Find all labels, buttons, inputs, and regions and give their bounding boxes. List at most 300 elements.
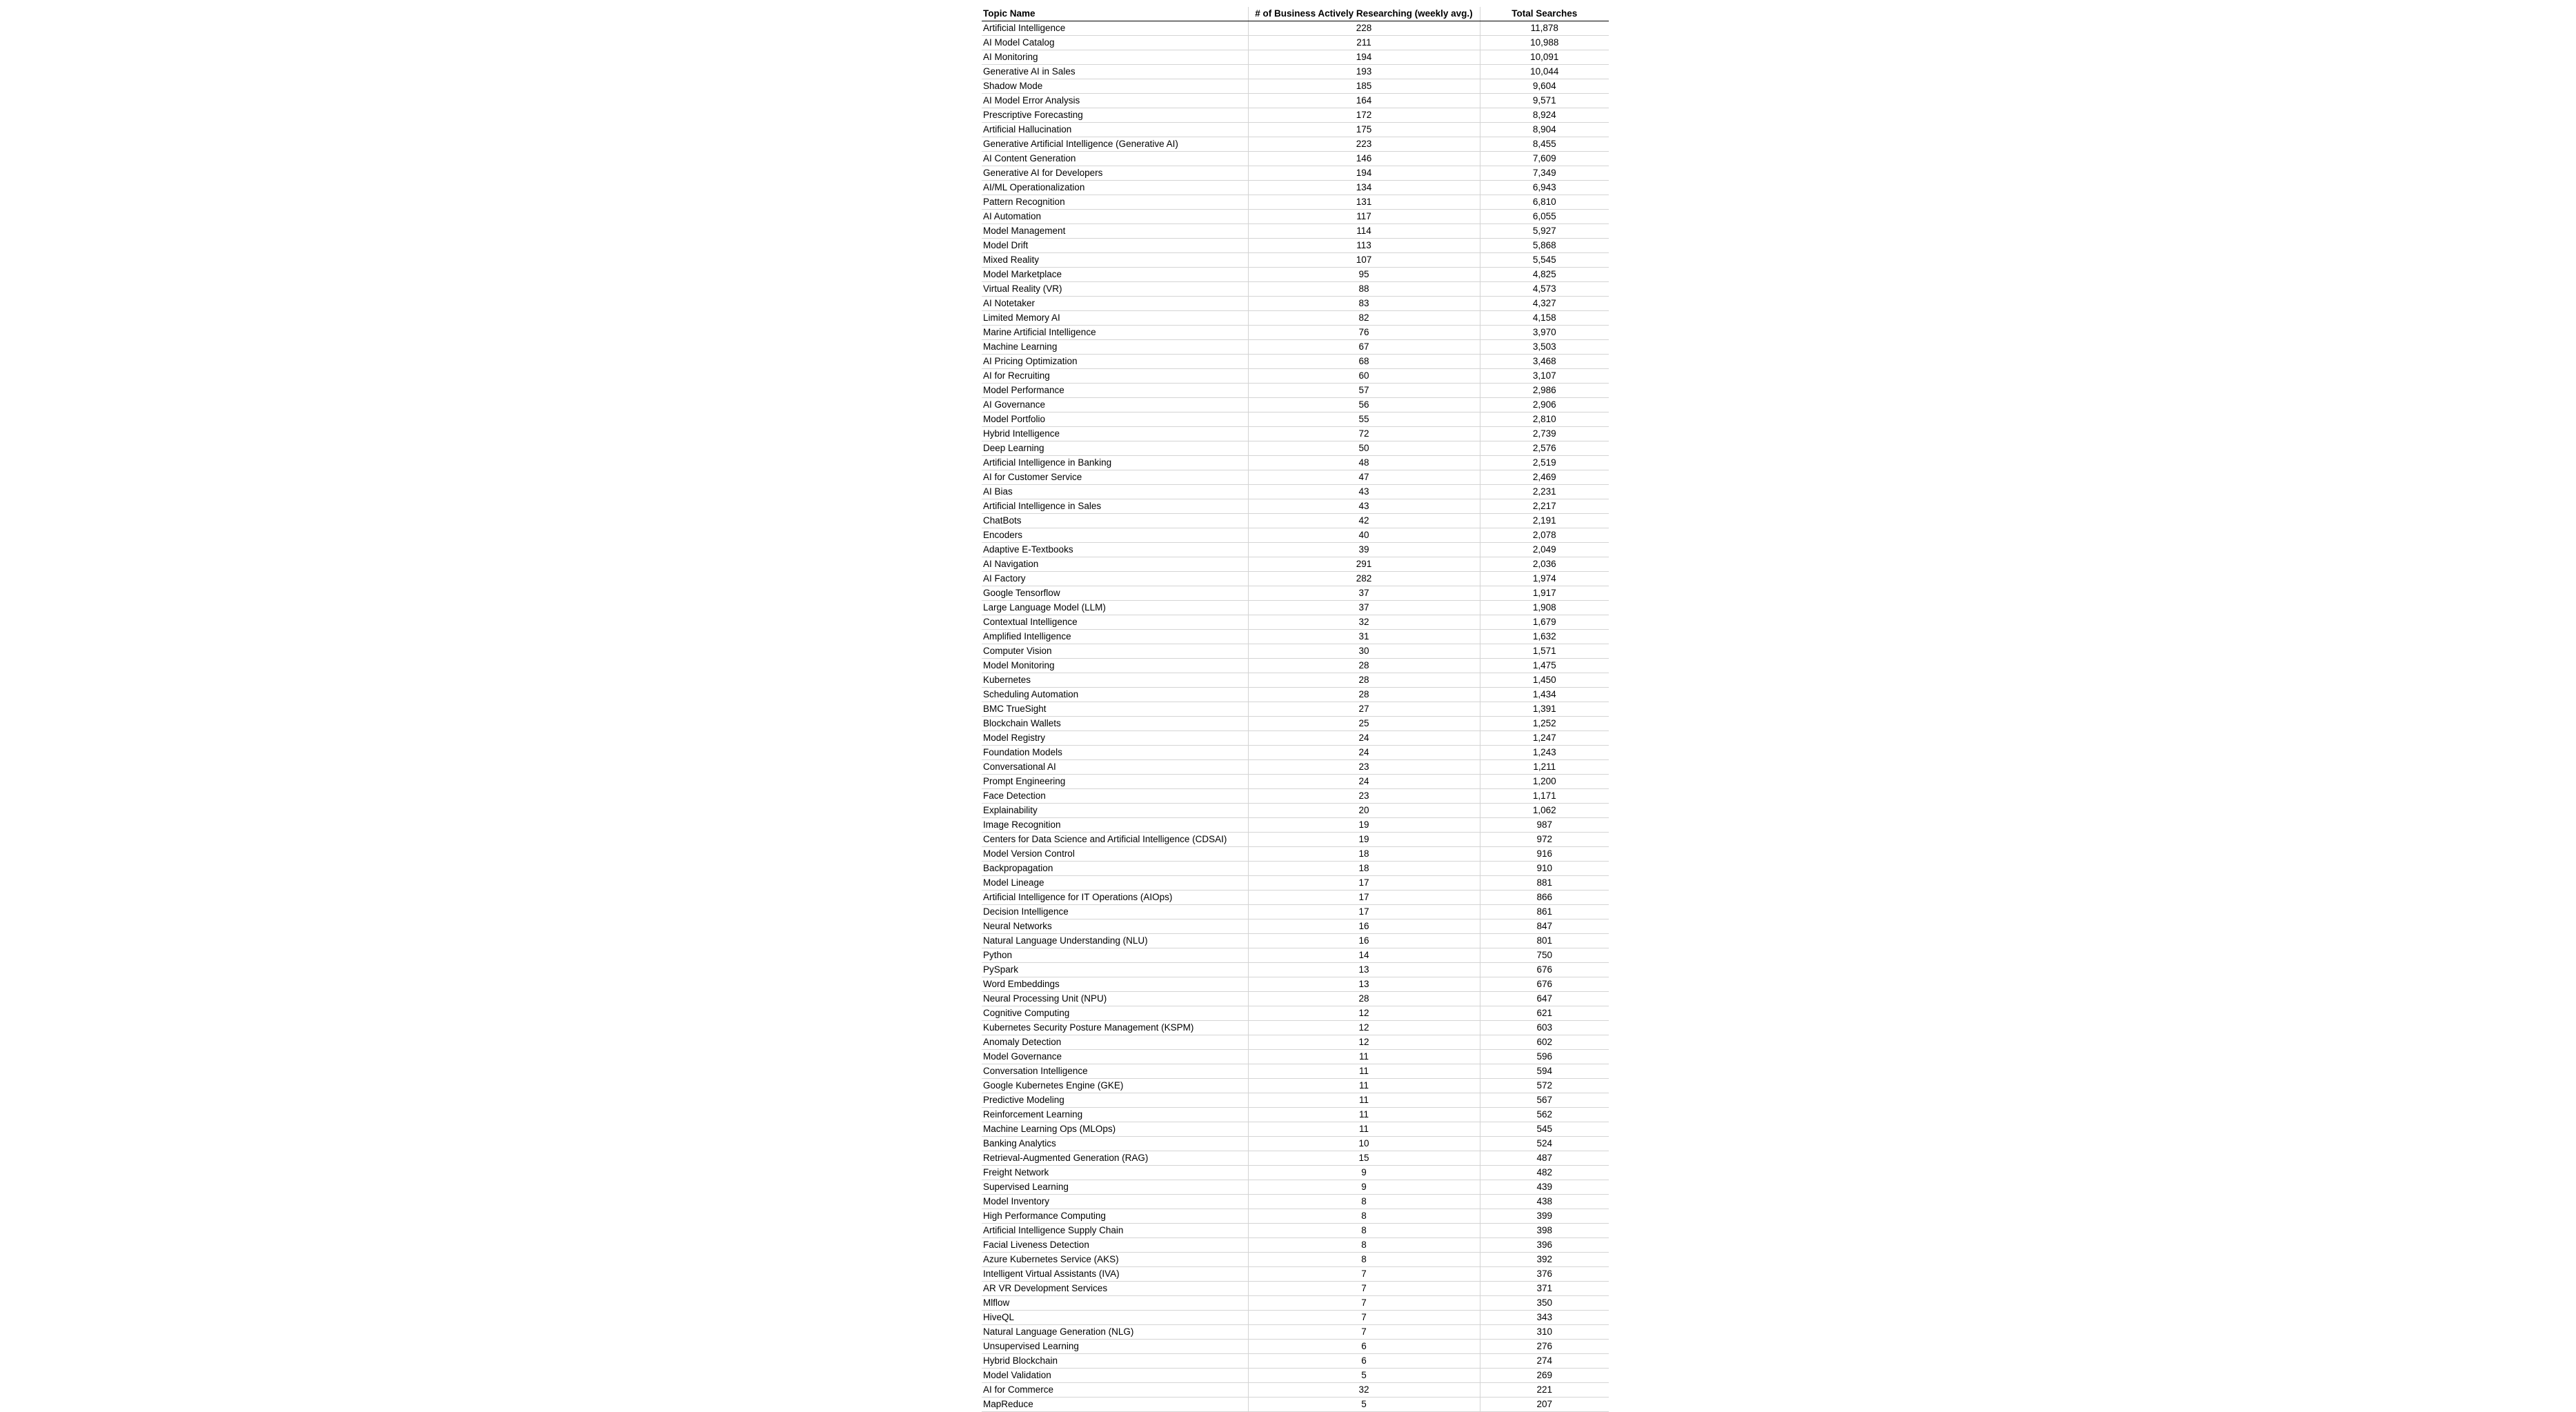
cell-topic-name[interactable]: Face Detection	[982, 789, 1248, 804]
cell-topic-name[interactable]: AI for Recruiting	[982, 369, 1248, 384]
cell-businesses-researching[interactable]: 28	[1248, 673, 1480, 688]
cell-topic-name[interactable]: AI Model Error Analysis	[982, 94, 1248, 108]
cell-businesses-researching[interactable]: 30	[1248, 644, 1480, 659]
table-row	[982, 1282, 1609, 1296]
cell-topic-name[interactable]: Encoders	[982, 528, 1248, 543]
cell-total-searches[interactable]: 602	[1480, 1035, 1609, 1050]
cell-total-searches[interactable]: 621	[1480, 1006, 1609, 1021]
cell-total-searches[interactable]: 861	[1480, 905, 1609, 919]
cell-total-searches[interactable]: 2,739	[1480, 427, 1609, 441]
cell-businesses-researching[interactable]: 11	[1248, 1079, 1480, 1093]
cell-total-searches[interactable]: 2,036	[1480, 557, 1609, 572]
cell-topic-name[interactable]: AI for Commerce	[982, 1383, 1248, 1398]
cell-businesses-researching[interactable]: 7	[1248, 1296, 1480, 1311]
cell-total-searches[interactable]: 847	[1480, 919, 1609, 934]
cell-total-searches[interactable]: 2,986	[1480, 384, 1609, 398]
cell-topic-name[interactable]: AI Content Generation	[982, 152, 1248, 166]
cell-topic-name[interactable]: Anomaly Detection	[982, 1035, 1248, 1050]
cell-topic-name[interactable]: Image Recognition	[982, 818, 1248, 833]
cell-topic-name[interactable]: Machine Learning	[982, 340, 1248, 355]
cell-topic-name[interactable]: Neural Processing Unit (NPU)	[982, 992, 1248, 1006]
cell-businesses-researching[interactable]: 113	[1248, 239, 1480, 253]
cell-topic-name[interactable]: Python	[982, 948, 1248, 963]
cell-topic-name[interactable]: Model Performance	[982, 384, 1248, 398]
cell-total-searches[interactable]: 7,609	[1480, 152, 1609, 166]
cell-total-searches[interactable]: 545	[1480, 1122, 1609, 1137]
cell-businesses-researching[interactable]: 83	[1248, 297, 1480, 311]
cell-businesses-researching[interactable]: 7	[1248, 1325, 1480, 1340]
cell-total-searches[interactable]: 4,573	[1480, 282, 1609, 297]
cell-topic-name[interactable]: AR VR Development Services	[982, 1282, 1248, 1296]
cell-businesses-researching[interactable]: 8	[1248, 1209, 1480, 1224]
cell-total-searches[interactable]: 207	[1480, 1398, 1609, 1412]
cell-businesses-researching[interactable]: 47	[1248, 470, 1480, 485]
cell-businesses-researching[interactable]: 17	[1248, 891, 1480, 905]
cell-topic-name[interactable]: Predictive Modeling	[982, 1093, 1248, 1108]
cell-topic-name[interactable]: Model Marketplace	[982, 268, 1248, 282]
cell-topic-name[interactable]: Google Tensorflow	[982, 586, 1248, 601]
cell-topic-name[interactable]: AI for Customer Service	[982, 470, 1248, 485]
cell-total-searches[interactable]: 866	[1480, 891, 1609, 905]
cell-businesses-researching[interactable]: 60	[1248, 369, 1480, 384]
cell-topic-name[interactable]: Model Monitoring	[982, 659, 1248, 673]
cell-businesses-researching[interactable]: 7	[1248, 1282, 1480, 1296]
cell-topic-name[interactable]: Computer Vision	[982, 644, 1248, 659]
cell-total-searches[interactable]: 8,904	[1480, 123, 1609, 137]
cell-businesses-researching[interactable]: 172	[1248, 108, 1480, 123]
cell-total-searches[interactable]: 2,906	[1480, 398, 1609, 412]
cell-topic-name[interactable]: Cognitive Computing	[982, 1006, 1248, 1021]
table-row	[982, 543, 1609, 557]
cell-topic-name[interactable]: Large Language Model (LLM)	[982, 601, 1248, 615]
cell-total-searches[interactable]: 524	[1480, 1137, 1609, 1151]
cell-businesses-researching[interactable]: 28	[1248, 688, 1480, 702]
cell-total-searches[interactable]: 221	[1480, 1383, 1609, 1398]
cell-businesses-researching[interactable]: 9	[1248, 1166, 1480, 1180]
cell-businesses-researching[interactable]: 114	[1248, 224, 1480, 239]
cell-total-searches[interactable]: 4,825	[1480, 268, 1609, 282]
cell-businesses-researching[interactable]: 32	[1248, 1383, 1480, 1398]
cell-businesses-researching[interactable]: 18	[1248, 847, 1480, 862]
cell-total-searches[interactable]: 438	[1480, 1195, 1609, 1209]
cell-total-searches[interactable]: 1,243	[1480, 746, 1609, 760]
cell-total-searches[interactable]: 1,200	[1480, 775, 1609, 789]
cell-total-searches[interactable]: 276	[1480, 1340, 1609, 1354]
cell-total-searches[interactable]: 2,231	[1480, 485, 1609, 499]
table-row	[982, 499, 1609, 514]
cell-topic-name[interactable]: Model Management	[982, 224, 1248, 239]
cell-total-searches[interactable]: 750	[1480, 948, 1609, 963]
cell-topic-name[interactable]: Retrieval-Augmented Generation (RAG)	[982, 1151, 1248, 1166]
cell-total-searches[interactable]: 1,632	[1480, 630, 1609, 644]
cell-total-searches[interactable]: 676	[1480, 977, 1609, 992]
cell-total-searches[interactable]: 376	[1480, 1267, 1609, 1282]
cell-businesses-researching[interactable]: 16	[1248, 919, 1480, 934]
cell-topic-name[interactable]: Virtual Reality (VR)	[982, 282, 1248, 297]
cell-topic-name[interactable]: Freight Network	[982, 1166, 1248, 1180]
cell-businesses-researching[interactable]: 42	[1248, 514, 1480, 528]
cell-businesses-researching[interactable]: 76	[1248, 326, 1480, 340]
cell-total-searches[interactable]: 310	[1480, 1325, 1609, 1340]
cell-topic-name[interactable]: Decision Intelligence	[982, 905, 1248, 919]
cell-total-searches[interactable]: 2,191	[1480, 514, 1609, 528]
cell-businesses-researching[interactable]: 6	[1248, 1354, 1480, 1369]
cell-total-searches[interactable]: 972	[1480, 833, 1609, 847]
cell-total-searches[interactable]: 10,091	[1480, 50, 1609, 65]
cell-topic-name[interactable]: Supervised Learning	[982, 1180, 1248, 1195]
cell-topic-name[interactable]: Foundation Models	[982, 746, 1248, 760]
cell-total-searches[interactable]: 2,576	[1480, 441, 1609, 456]
cell-businesses-researching[interactable]: 11	[1248, 1108, 1480, 1122]
header-businesses-researching[interactable]: # of Business Actively Researching (weekly avg.)	[1248, 7, 1480, 21]
cell-total-searches[interactable]: 3,970	[1480, 326, 1609, 340]
cell-total-searches[interactable]: 3,107	[1480, 369, 1609, 384]
cell-total-searches[interactable]: 910	[1480, 862, 1609, 876]
cell-businesses-researching[interactable]: 15	[1248, 1151, 1480, 1166]
cell-businesses-researching[interactable]: 8	[1248, 1224, 1480, 1238]
cell-total-searches[interactable]: 603	[1480, 1021, 1609, 1035]
cell-topic-name[interactable]: Model Governance	[982, 1050, 1248, 1064]
cell-total-searches[interactable]: 269	[1480, 1369, 1609, 1383]
cell-businesses-researching[interactable]: 31	[1248, 630, 1480, 644]
cell-topic-name[interactable]: Artificial Intelligence	[982, 21, 1248, 36]
cell-businesses-researching[interactable]: 67	[1248, 340, 1480, 355]
cell-topic-name[interactable]: Scheduling Automation	[982, 688, 1248, 702]
cell-topic-name[interactable]: Pattern Recognition	[982, 195, 1248, 210]
cell-businesses-researching[interactable]: 23	[1248, 789, 1480, 804]
cell-topic-name[interactable]: AI Navigation	[982, 557, 1248, 572]
cell-businesses-researching[interactable]: 16	[1248, 934, 1480, 948]
cell-total-searches[interactable]: 2,810	[1480, 412, 1609, 427]
cell-topic-name[interactable]: Marine Artificial Intelligence	[982, 326, 1248, 340]
cell-total-searches[interactable]: 1,247	[1480, 731, 1609, 746]
cell-topic-name[interactable]: Limited Memory AI	[982, 311, 1248, 326]
cell-businesses-researching[interactable]: 68	[1248, 355, 1480, 369]
cell-businesses-researching[interactable]: 19	[1248, 833, 1480, 847]
cell-total-searches[interactable]: 1,434	[1480, 688, 1609, 702]
cell-topic-name[interactable]: Adaptive E-Textbooks	[982, 543, 1248, 557]
cell-total-searches[interactable]: 2,217	[1480, 499, 1609, 514]
cell-businesses-researching[interactable]: 228	[1248, 21, 1480, 36]
table-row	[982, 1340, 1609, 1354]
cell-topic-name[interactable]: Explainability	[982, 804, 1248, 818]
cell-topic-name[interactable]: Model Lineage	[982, 876, 1248, 891]
cell-businesses-researching[interactable]: 18	[1248, 862, 1480, 876]
cell-businesses-researching[interactable]: 11	[1248, 1093, 1480, 1108]
cell-businesses-researching[interactable]: 8	[1248, 1238, 1480, 1253]
cell-total-searches[interactable]: 8,924	[1480, 108, 1609, 123]
cell-topic-name[interactable]: HiveQL	[982, 1311, 1248, 1325]
cell-businesses-researching[interactable]: 13	[1248, 963, 1480, 977]
cell-total-searches[interactable]: 3,503	[1480, 340, 1609, 355]
cell-businesses-researching[interactable]: 23	[1248, 760, 1480, 775]
cell-businesses-researching[interactable]: 56	[1248, 398, 1480, 412]
cell-total-searches[interactable]: 10,044	[1480, 65, 1609, 79]
cell-total-searches[interactable]: 5,927	[1480, 224, 1609, 239]
cell-topic-name[interactable]: Artificial Intelligence for IT Operations (AIOps)	[982, 891, 1248, 905]
cell-total-searches[interactable]: 1,571	[1480, 644, 1609, 659]
cell-businesses-researching[interactable]: 11	[1248, 1064, 1480, 1079]
cell-total-searches[interactable]: 399	[1480, 1209, 1609, 1224]
cell-topic-name[interactable]: Prescriptive Forecasting	[982, 108, 1248, 123]
cell-topic-name[interactable]: Kubernetes	[982, 673, 1248, 688]
cell-total-searches[interactable]: 5,868	[1480, 239, 1609, 253]
cell-topic-name[interactable]: Blockchain Wallets	[982, 717, 1248, 731]
cell-businesses-researching[interactable]: 25	[1248, 717, 1480, 731]
cell-businesses-researching[interactable]: 211	[1248, 36, 1480, 50]
cell-total-searches[interactable]: 2,049	[1480, 543, 1609, 557]
cell-total-searches[interactable]: 1,062	[1480, 804, 1609, 818]
cell-topic-name[interactable]: Hybrid Blockchain	[982, 1354, 1248, 1369]
cell-businesses-researching[interactable]: 7	[1248, 1267, 1480, 1282]
cell-businesses-researching[interactable]: 282	[1248, 572, 1480, 586]
cell-topic-name[interactable]: AI Automation	[982, 210, 1248, 224]
cell-topic-name[interactable]: AI Notetaker	[982, 297, 1248, 311]
cell-total-searches[interactable]: 572	[1480, 1079, 1609, 1093]
cell-businesses-researching[interactable]: 13	[1248, 977, 1480, 992]
cell-topic-name[interactable]: Natural Language Understanding (NLU)	[982, 934, 1248, 948]
cell-total-searches[interactable]: 5,545	[1480, 253, 1609, 268]
cell-businesses-researching[interactable]: 12	[1248, 1006, 1480, 1021]
cell-businesses-researching[interactable]: 72	[1248, 427, 1480, 441]
cell-businesses-researching[interactable]: 194	[1248, 50, 1480, 65]
cell-businesses-researching[interactable]: 8	[1248, 1195, 1480, 1209]
cell-total-searches[interactable]: 562	[1480, 1108, 1609, 1122]
cell-topic-name[interactable]: High Performance Computing	[982, 1209, 1248, 1224]
cell-total-searches[interactable]: 676	[1480, 963, 1609, 977]
cell-topic-name[interactable]: Generative Artificial Intelligence (Generative AI)	[982, 137, 1248, 152]
cell-topic-name[interactable]: Generative AI for Developers	[982, 166, 1248, 181]
cell-total-searches[interactable]: 371	[1480, 1282, 1609, 1296]
cell-businesses-researching[interactable]: 57	[1248, 384, 1480, 398]
cell-businesses-researching[interactable]: 6	[1248, 1340, 1480, 1354]
cell-topic-name[interactable]: Amplified Intelligence	[982, 630, 1248, 644]
cell-total-searches[interactable]: 11,878	[1480, 21, 1609, 36]
cell-businesses-researching[interactable]: 32	[1248, 615, 1480, 630]
cell-businesses-researching[interactable]: 55	[1248, 412, 1480, 427]
cell-total-searches[interactable]: 1,908	[1480, 601, 1609, 615]
cell-total-searches[interactable]: 482	[1480, 1166, 1609, 1180]
cell-topic-name[interactable]: Facial Liveness Detection	[982, 1238, 1248, 1253]
cell-total-searches[interactable]: 392	[1480, 1253, 1609, 1267]
cell-topic-name[interactable]: Word Embeddings	[982, 977, 1248, 992]
cell-total-searches[interactable]: 1,171	[1480, 789, 1609, 804]
cell-businesses-researching[interactable]: 117	[1248, 210, 1480, 224]
cell-businesses-researching[interactable]: 10	[1248, 1137, 1480, 1151]
header-topic-name[interactable]: Topic Name	[982, 7, 1248, 21]
cell-total-searches[interactable]: 6,055	[1480, 210, 1609, 224]
table-row	[982, 369, 1609, 384]
cell-total-searches[interactable]: 1,974	[1480, 572, 1609, 586]
cell-topic-name[interactable]: Artificial Hallucination	[982, 123, 1248, 137]
cell-topic-name[interactable]: AI Model Catalog	[982, 36, 1248, 50]
cell-topic-name[interactable]: Azure Kubernetes Service (AKS)	[982, 1253, 1248, 1267]
cell-businesses-researching[interactable]: 48	[1248, 456, 1480, 470]
cell-topic-name[interactable]: Unsupervised Learning	[982, 1340, 1248, 1354]
cell-total-searches[interactable]: 2,469	[1480, 470, 1609, 485]
cell-total-searches[interactable]: 4,158	[1480, 311, 1609, 326]
cell-total-searches[interactable]: 274	[1480, 1354, 1609, 1369]
cell-topic-name[interactable]: Prompt Engineering	[982, 775, 1248, 789]
cell-businesses-researching[interactable]: 17	[1248, 876, 1480, 891]
table-row	[982, 934, 1609, 948]
cell-total-searches[interactable]: 350	[1480, 1296, 1609, 1311]
cell-total-searches[interactable]: 10,988	[1480, 36, 1609, 50]
cell-topic-name[interactable]: AI Governance	[982, 398, 1248, 412]
cell-total-searches[interactable]: 1,679	[1480, 615, 1609, 630]
cell-topic-name[interactable]: Backpropagation	[982, 862, 1248, 876]
cell-topic-name[interactable]: Banking Analytics	[982, 1137, 1248, 1151]
cell-topic-name[interactable]: Deep Learning	[982, 441, 1248, 456]
cell-topic-name[interactable]: Model Portfolio	[982, 412, 1248, 427]
cell-businesses-researching[interactable]: 14	[1248, 948, 1480, 963]
cell-businesses-researching[interactable]: 12	[1248, 1021, 1480, 1035]
cell-topic-name[interactable]: Model Version Control	[982, 847, 1248, 862]
cell-topic-name[interactable]: AI Factory	[982, 572, 1248, 586]
cell-businesses-researching[interactable]: 28	[1248, 992, 1480, 1006]
cell-total-searches[interactable]: 396	[1480, 1238, 1609, 1253]
cell-businesses-researching[interactable]: 24	[1248, 746, 1480, 760]
cell-businesses-researching[interactable]: 88	[1248, 282, 1480, 297]
cell-topic-name[interactable]: Conversation Intelligence	[982, 1064, 1248, 1079]
cell-topic-name[interactable]: Mlflow	[982, 1296, 1248, 1311]
cell-businesses-researching[interactable]: 37	[1248, 601, 1480, 615]
cell-total-searches[interactable]: 9,571	[1480, 94, 1609, 108]
cell-businesses-researching[interactable]: 11	[1248, 1122, 1480, 1137]
cell-topic-name[interactable]: MapReduce	[982, 1398, 1248, 1412]
cell-total-searches[interactable]: 7,349	[1480, 166, 1609, 181]
cell-total-searches[interactable]: 398	[1480, 1224, 1609, 1238]
header-total-searches[interactable]: Total Searches	[1480, 7, 1609, 21]
cell-businesses-researching[interactable]: 50	[1248, 441, 1480, 456]
cell-businesses-researching[interactable]: 146	[1248, 152, 1480, 166]
cell-businesses-researching[interactable]: 12	[1248, 1035, 1480, 1050]
cell-businesses-researching[interactable]: 43	[1248, 499, 1480, 514]
cell-topic-name[interactable]: Machine Learning Ops (MLOps)	[982, 1122, 1248, 1137]
cell-businesses-researching[interactable]: 5	[1248, 1369, 1480, 1383]
cell-businesses-researching[interactable]: 20	[1248, 804, 1480, 818]
table-row	[982, 1209, 1609, 1224]
cell-topic-name[interactable]: Mixed Reality	[982, 253, 1248, 268]
cell-topic-name[interactable]: Artificial Intelligence Supply Chain	[982, 1224, 1248, 1238]
cell-total-searches[interactable]: 594	[1480, 1064, 1609, 1079]
cell-businesses-researching[interactable]: 5	[1248, 1398, 1480, 1412]
cell-topic-name[interactable]: Neural Networks	[982, 919, 1248, 934]
cell-businesses-researching[interactable]: 223	[1248, 137, 1480, 152]
cell-total-searches[interactable]: 1,211	[1480, 760, 1609, 775]
cell-businesses-researching[interactable]: 134	[1248, 181, 1480, 195]
cell-total-searches[interactable]: 6,943	[1480, 181, 1609, 195]
cell-total-searches[interactable]: 801	[1480, 934, 1609, 948]
cell-businesses-researching[interactable]: 9	[1248, 1180, 1480, 1195]
cell-businesses-researching[interactable]: 17	[1248, 905, 1480, 919]
cell-topic-name[interactable]: ChatBots	[982, 514, 1248, 528]
cell-businesses-researching[interactable]: 27	[1248, 702, 1480, 717]
cell-businesses-researching[interactable]: 39	[1248, 543, 1480, 557]
cell-topic-name[interactable]: Model Registry	[982, 731, 1248, 746]
cell-businesses-researching[interactable]: 43	[1248, 485, 1480, 499]
table-row	[982, 876, 1609, 891]
cell-total-searches[interactable]: 487	[1480, 1151, 1609, 1166]
cell-topic-name[interactable]: Google Kubernetes Engine (GKE)	[982, 1079, 1248, 1093]
cell-businesses-researching[interactable]: 107	[1248, 253, 1480, 268]
cell-total-searches[interactable]: 1,917	[1480, 586, 1609, 601]
cell-businesses-researching[interactable]: 82	[1248, 311, 1480, 326]
cell-topic-name[interactable]: BMC TrueSight	[982, 702, 1248, 717]
cell-businesses-researching[interactable]: 175	[1248, 123, 1480, 137]
cell-businesses-researching[interactable]: 291	[1248, 557, 1480, 572]
cell-topic-name[interactable]: Model Drift	[982, 239, 1248, 253]
cell-total-searches[interactable]: 881	[1480, 876, 1609, 891]
cell-topic-name[interactable]: Kubernetes Security Posture Management (KSPM)	[982, 1021, 1248, 1035]
cell-businesses-researching[interactable]: 24	[1248, 731, 1480, 746]
cell-total-searches[interactable]: 567	[1480, 1093, 1609, 1108]
cell-total-searches[interactable]: 1,475	[1480, 659, 1609, 673]
cell-businesses-researching[interactable]: 131	[1248, 195, 1480, 210]
cell-topic-name[interactable]: Natural Language Generation (NLG)	[982, 1325, 1248, 1340]
cell-topic-name[interactable]: AI Bias	[982, 485, 1248, 499]
cell-topic-name[interactable]: Reinforcement Learning	[982, 1108, 1248, 1122]
cell-total-searches[interactable]: 9,604	[1480, 79, 1609, 94]
cell-total-searches[interactable]: 2,078	[1480, 528, 1609, 543]
cell-businesses-researching[interactable]: 40	[1248, 528, 1480, 543]
cell-total-searches[interactable]: 3,468	[1480, 355, 1609, 369]
cell-businesses-researching[interactable]: 11	[1248, 1050, 1480, 1064]
cell-businesses-researching[interactable]: 28	[1248, 659, 1480, 673]
cell-topic-name[interactable]: Artificial Intelligence in Sales	[982, 499, 1248, 514]
cell-total-searches[interactable]: 4,327	[1480, 297, 1609, 311]
cell-businesses-researching[interactable]: 193	[1248, 65, 1480, 79]
cell-topic-name[interactable]: Conversational AI	[982, 760, 1248, 775]
cell-total-searches[interactable]: 8,455	[1480, 137, 1609, 152]
cell-total-searches[interactable]: 596	[1480, 1050, 1609, 1064]
cell-topic-name[interactable]: Generative AI in Sales	[982, 65, 1248, 79]
cell-businesses-researching[interactable]: 164	[1248, 94, 1480, 108]
cell-topic-name[interactable]: Contextual Intelligence	[982, 615, 1248, 630]
cell-topic-name[interactable]: AI Pricing Optimization	[982, 355, 1248, 369]
cell-topic-name[interactable]: Model Validation	[982, 1369, 1248, 1383]
cell-topic-name[interactable]: Intelligent Virtual Assistants (IVA)	[982, 1267, 1248, 1282]
cell-total-searches[interactable]: 343	[1480, 1311, 1609, 1325]
cell-topic-name[interactable]: Shadow Mode	[982, 79, 1248, 94]
cell-total-searches[interactable]: 6,810	[1480, 195, 1609, 210]
cell-businesses-researching[interactable]: 7	[1248, 1311, 1480, 1325]
cell-total-searches[interactable]: 916	[1480, 847, 1609, 862]
cell-topic-name[interactable]: AI/ML Operationalization	[982, 181, 1248, 195]
cell-businesses-researching[interactable]: 8	[1248, 1253, 1480, 1267]
cell-total-searches[interactable]: 2,519	[1480, 456, 1609, 470]
cell-total-searches[interactable]: 647	[1480, 992, 1609, 1006]
cell-businesses-researching[interactable]: 24	[1248, 775, 1480, 789]
cell-topic-name[interactable]: PySpark	[982, 963, 1248, 977]
cell-topic-name[interactable]: AI Monitoring	[982, 50, 1248, 65]
cell-businesses-researching[interactable]: 185	[1248, 79, 1480, 94]
cell-total-searches[interactable]: 1,391	[1480, 702, 1609, 717]
cell-total-searches[interactable]: 1,252	[1480, 717, 1609, 731]
cell-businesses-researching[interactable]: 19	[1248, 818, 1480, 833]
cell-businesses-researching[interactable]: 95	[1248, 268, 1480, 282]
table-row	[982, 36, 1609, 50]
cell-topic-name[interactable]: Model Inventory	[982, 1195, 1248, 1209]
cell-topic-name[interactable]: Artificial Intelligence in Banking	[982, 456, 1248, 470]
cell-businesses-researching[interactable]: 194	[1248, 166, 1480, 181]
cell-topic-name[interactable]: Hybrid Intelligence	[982, 427, 1248, 441]
cell-businesses-researching[interactable]: 37	[1248, 586, 1480, 601]
cell-total-searches[interactable]: 439	[1480, 1180, 1609, 1195]
cell-total-searches[interactable]: 987	[1480, 818, 1609, 833]
cell-total-searches[interactable]: 1,450	[1480, 673, 1609, 688]
cell-topic-name[interactable]: Centers for Data Science and Artificial Intelligence (CDSAI)	[982, 833, 1248, 847]
